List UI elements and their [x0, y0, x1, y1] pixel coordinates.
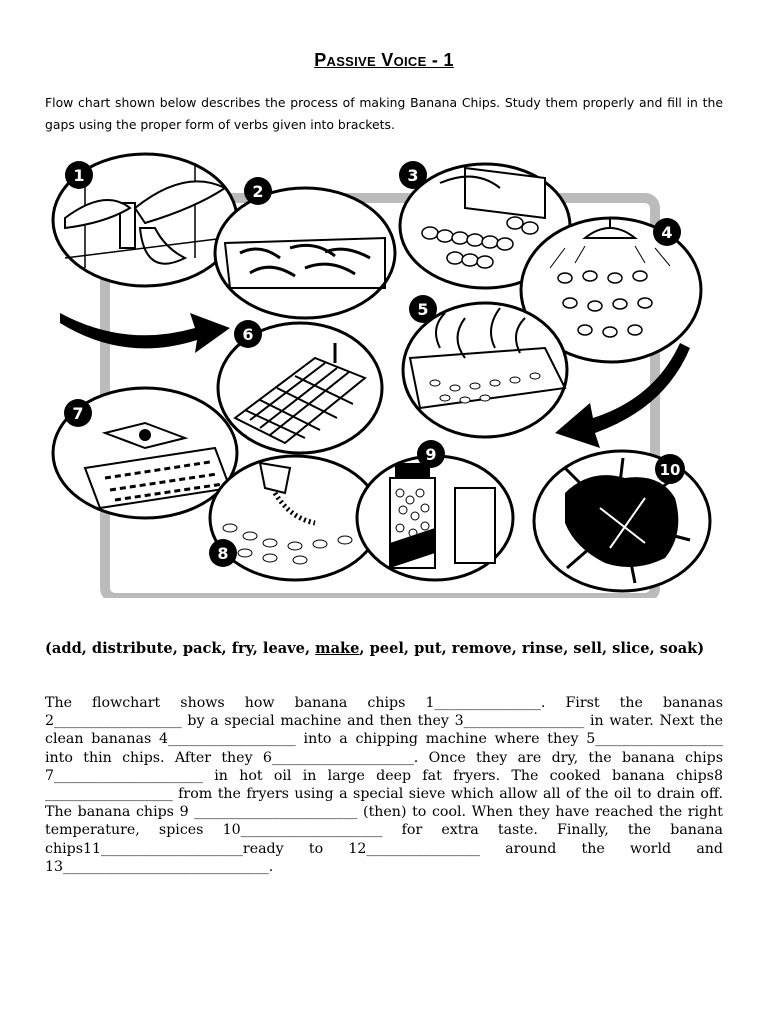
step-number: 6 — [242, 325, 254, 344]
verb-list-end: , peel, put, remove, rinse, sell, slice, soak) — [359, 640, 705, 657]
process-flowchart-illustration — [45, 148, 725, 598]
verb-underlined: make — [315, 640, 360, 657]
fill-in-paragraph: The flowchart shows how banana chips 1_______________. First the bananas 2__________________ by a special machine and then they 3_________________ in water. Next the clean bananas 4__________________ into a chipping machine where they 5__________________ into thin chips. After they 6____________________. Once they are dry, the banana chips 7_____________________ in hot oil in large deep fat fryers. The cooked banana chips8 __________________ from the fryers using a special sieve which allow all of the oil to drain off. The banana chips 9 _______________________ (then) to cool. When they have reached the right temperature, spices 10____________________ for extra taste. Finally, the banana chips11____________________ready to 12________________ around the world and 13_____________________________. — [45, 695, 723, 875]
step-number: 4 — [661, 223, 673, 242]
step-5-frying-picture — [403, 303, 567, 437]
instructions: Flow chart shown below describes the process of making Banana Chips. Study them properly and fill in the gaps using the proper form of verbs given into brackets. — [45, 95, 723, 132]
step-number: 2 — [252, 182, 264, 201]
verb-list — [45, 638, 723, 660]
verb-list-start: (add, distribute, pack, fry, leave, — [45, 640, 316, 657]
step-number: 3 — [407, 166, 419, 185]
step-number: 10 — [659, 461, 681, 479]
step-number: 7 — [72, 404, 84, 423]
left-flow-arrow — [60, 313, 230, 353]
step-number: 5 — [417, 300, 429, 319]
step-number: 1 — [73, 166, 85, 185]
step-number: 9 — [425, 445, 437, 464]
step-9-packing-picture — [357, 456, 513, 580]
step-number: 8 — [217, 544, 229, 563]
page-title: Passive Voice - 1 — [314, 50, 454, 70]
step-8-spices-picture — [210, 456, 380, 580]
step-2-rinsing-picture — [215, 188, 395, 318]
